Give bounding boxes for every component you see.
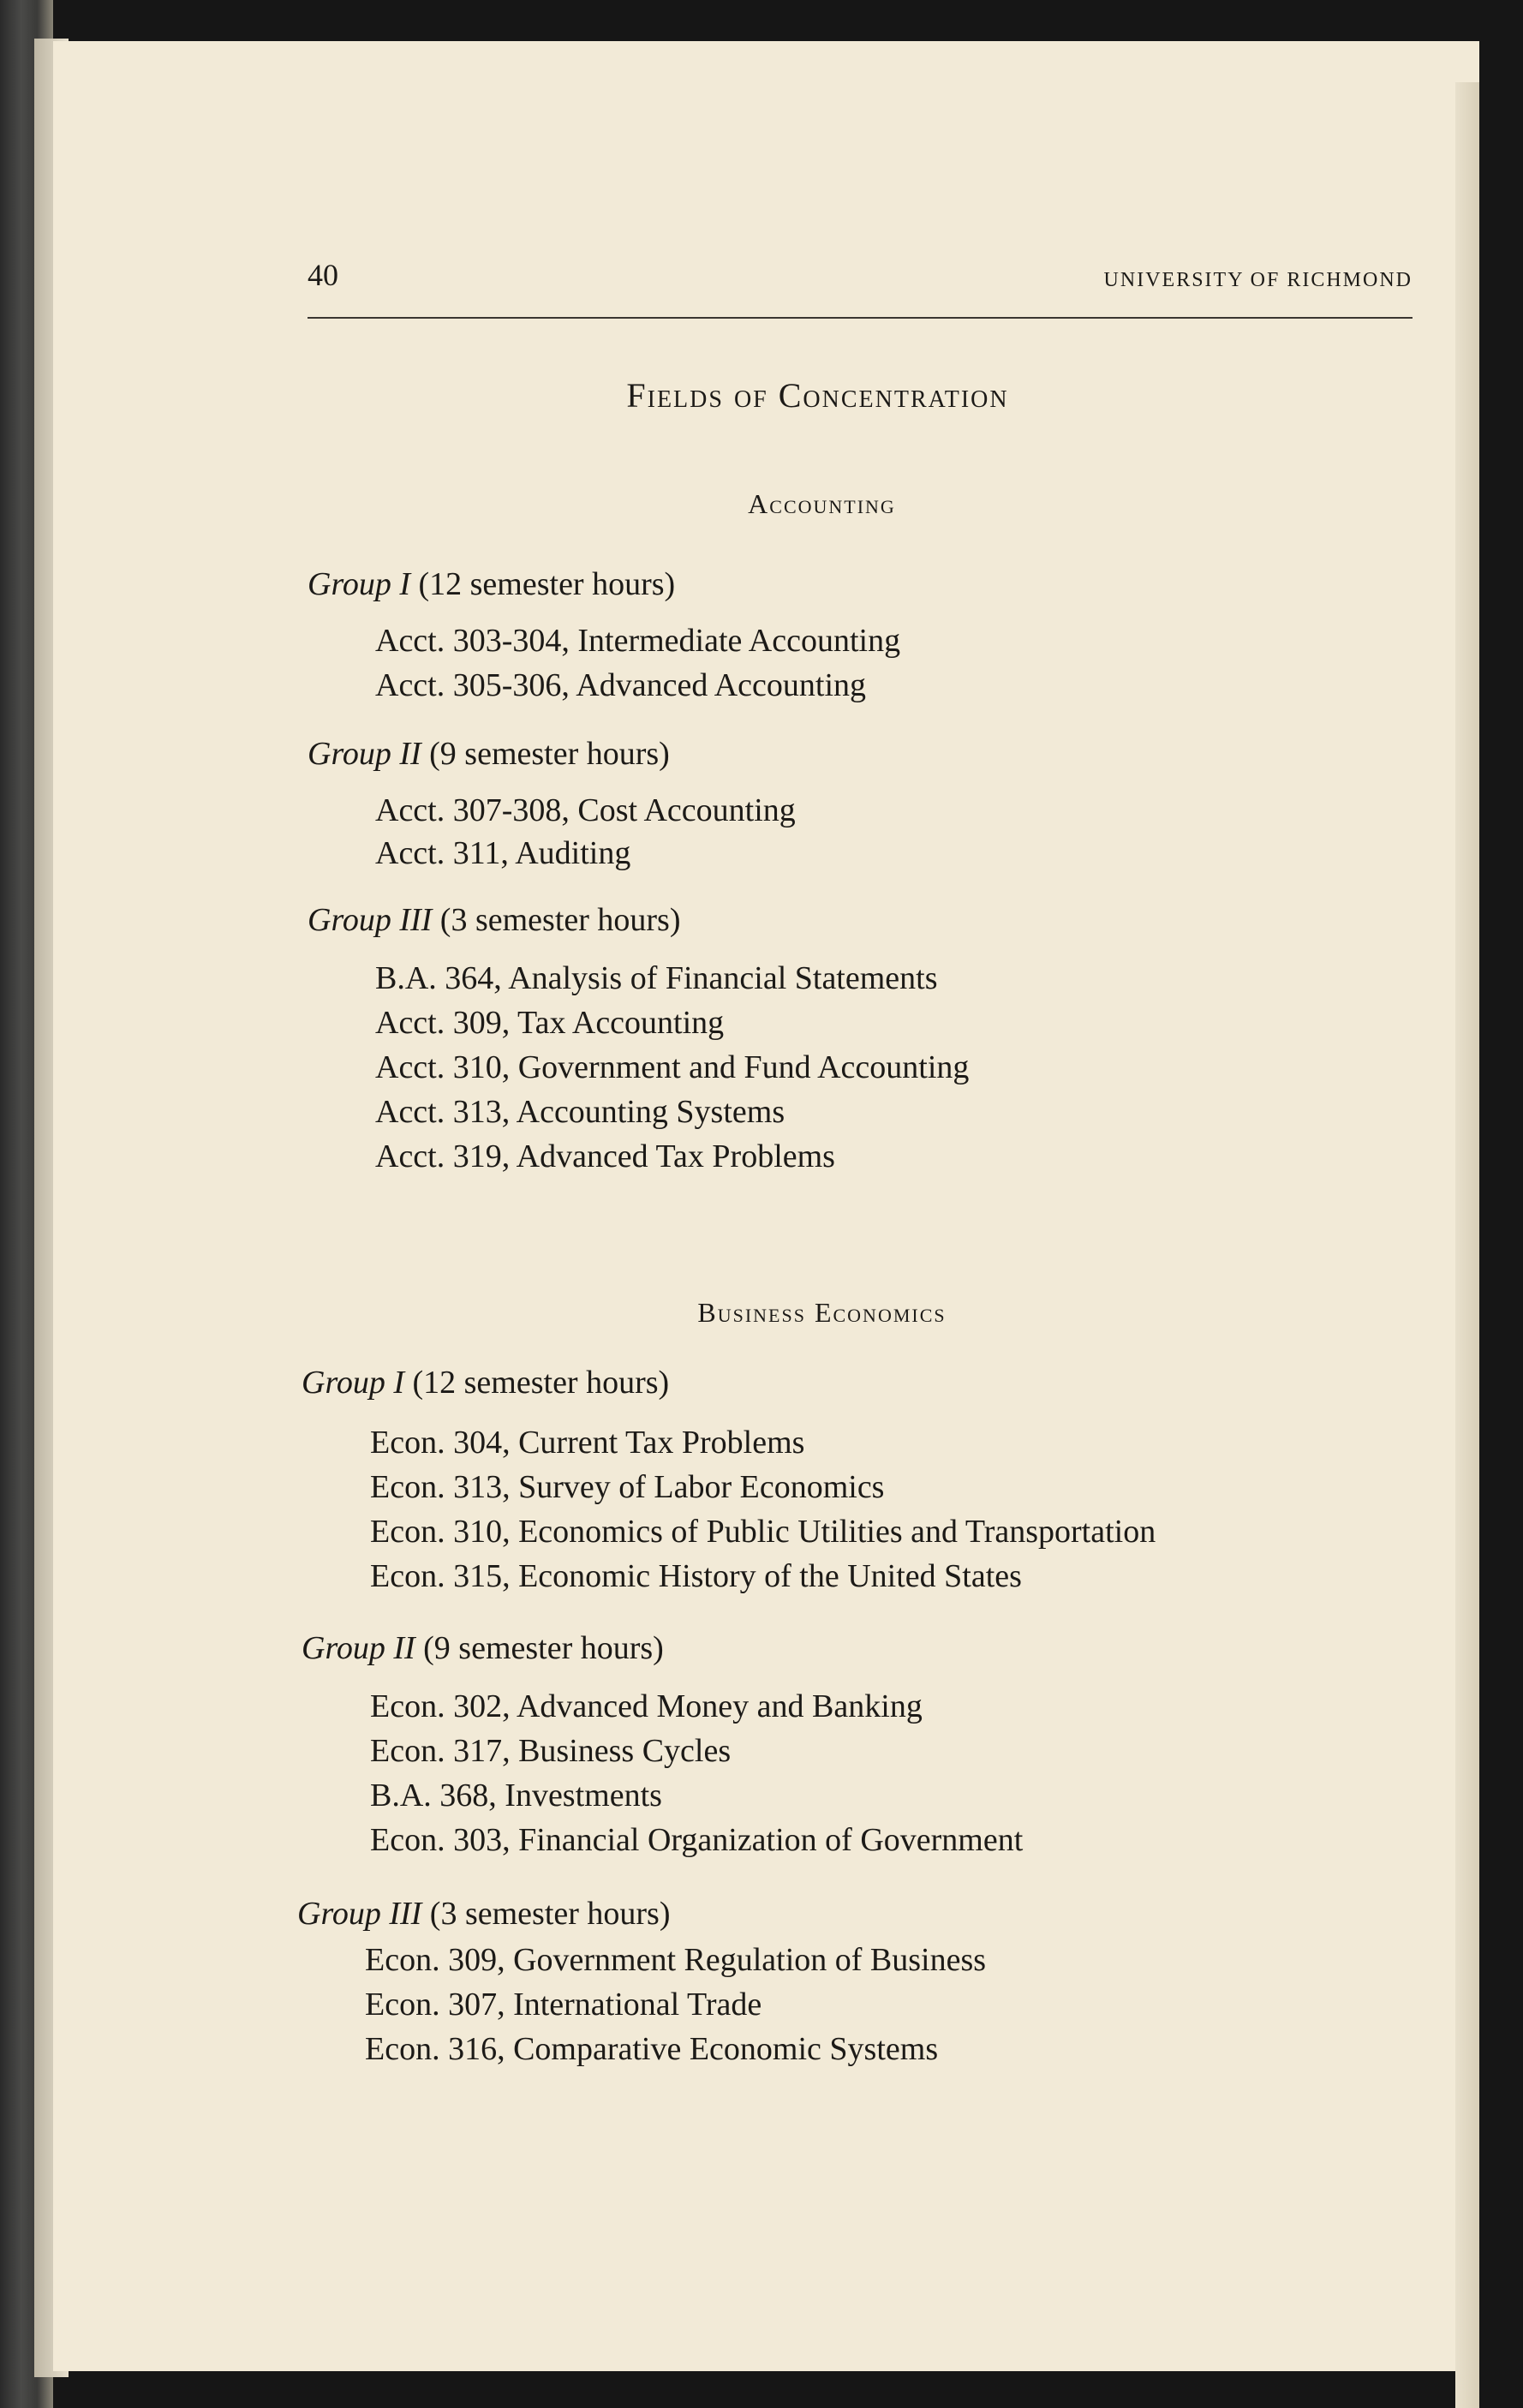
course-item: Econ. 316, Comparative Economic Systems bbox=[365, 2031, 939, 2067]
group-label: Group II bbox=[308, 736, 421, 772]
group-heading bbox=[302, 1364, 669, 1401]
group-hours: (9 semester hours) bbox=[429, 736, 670, 772]
course-item: Acct. 303-304, Intermediate Accounting bbox=[375, 623, 901, 659]
group-heading bbox=[308, 735, 670, 773]
running-head bbox=[308, 257, 1413, 308]
course-item: Acct. 309, Tax Accounting bbox=[375, 1005, 725, 1041]
course-item: B.A. 368, Investments bbox=[370, 1778, 662, 1813]
course-item: Acct. 311, Auditing bbox=[375, 835, 631, 871]
course-item: Econ. 302, Advanced Money and Banking bbox=[370, 1688, 923, 1724]
group-hours: (3 semester hours) bbox=[439, 902, 681, 938]
page-content bbox=[53, 41, 1479, 2371]
group-hours: (12 semester hours) bbox=[418, 566, 676, 602]
section-heading-business-economics: Business Economics bbox=[697, 1297, 947, 1328]
page-number: 40 bbox=[308, 258, 338, 292]
course-item: B.A. 364, Analysis of Financial Statements bbox=[375, 960, 938, 996]
running-title: UNIVERSITY OF RICHMOND bbox=[1103, 269, 1413, 291]
group-heading bbox=[308, 565, 675, 603]
course-item: Econ. 309, Government Regulation of Business bbox=[365, 1942, 987, 1978]
group-heading bbox=[297, 1895, 671, 1933]
course-item: Econ. 303, Financial Organization of Government bbox=[370, 1822, 1024, 1858]
course-item: Acct. 310, Government and Fund Accounting bbox=[375, 1049, 970, 1085]
course-item: Acct. 313, Accounting Systems bbox=[375, 1094, 785, 1130]
course-item: Acct. 319, Advanced Tax Problems bbox=[375, 1138, 835, 1174]
course-item: Acct. 305-306, Advanced Accounting bbox=[375, 667, 867, 703]
group-label: Group I bbox=[308, 566, 410, 602]
section-heading-accounting: Accounting bbox=[748, 488, 896, 519]
page-title: Fields of Concentration bbox=[626, 376, 1009, 415]
page-sheet bbox=[53, 41, 1479, 2371]
course-item: Econ. 304, Current Tax Problems bbox=[370, 1425, 805, 1461]
group-hours: (12 semester hours) bbox=[412, 1365, 670, 1401]
group-label: Group III bbox=[308, 902, 433, 938]
header-rule bbox=[308, 317, 1413, 319]
course-item: Econ. 313, Survey of Labor Economics bbox=[370, 1469, 885, 1505]
group-label: Group I bbox=[302, 1365, 404, 1401]
group-hours: (9 semester hours) bbox=[423, 1630, 664, 1666]
course-item: Econ. 310, Economics of Public Utilities and Transportation bbox=[370, 1514, 1156, 1550]
course-item: Acct. 307-308, Cost Accounting bbox=[375, 792, 796, 828]
group-label: Group II bbox=[302, 1630, 415, 1666]
course-item: Econ. 307, International Trade bbox=[365, 1987, 762, 2023]
group-hours: (3 semester hours) bbox=[429, 1896, 671, 1932]
course-item: Econ. 317, Business Cycles bbox=[370, 1733, 732, 1769]
group-heading bbox=[308, 901, 681, 939]
group-label: Group III bbox=[297, 1896, 422, 1932]
group-heading bbox=[302, 1629, 664, 1667]
course-item: Econ. 315, Economic History of the United States bbox=[370, 1558, 1022, 1594]
